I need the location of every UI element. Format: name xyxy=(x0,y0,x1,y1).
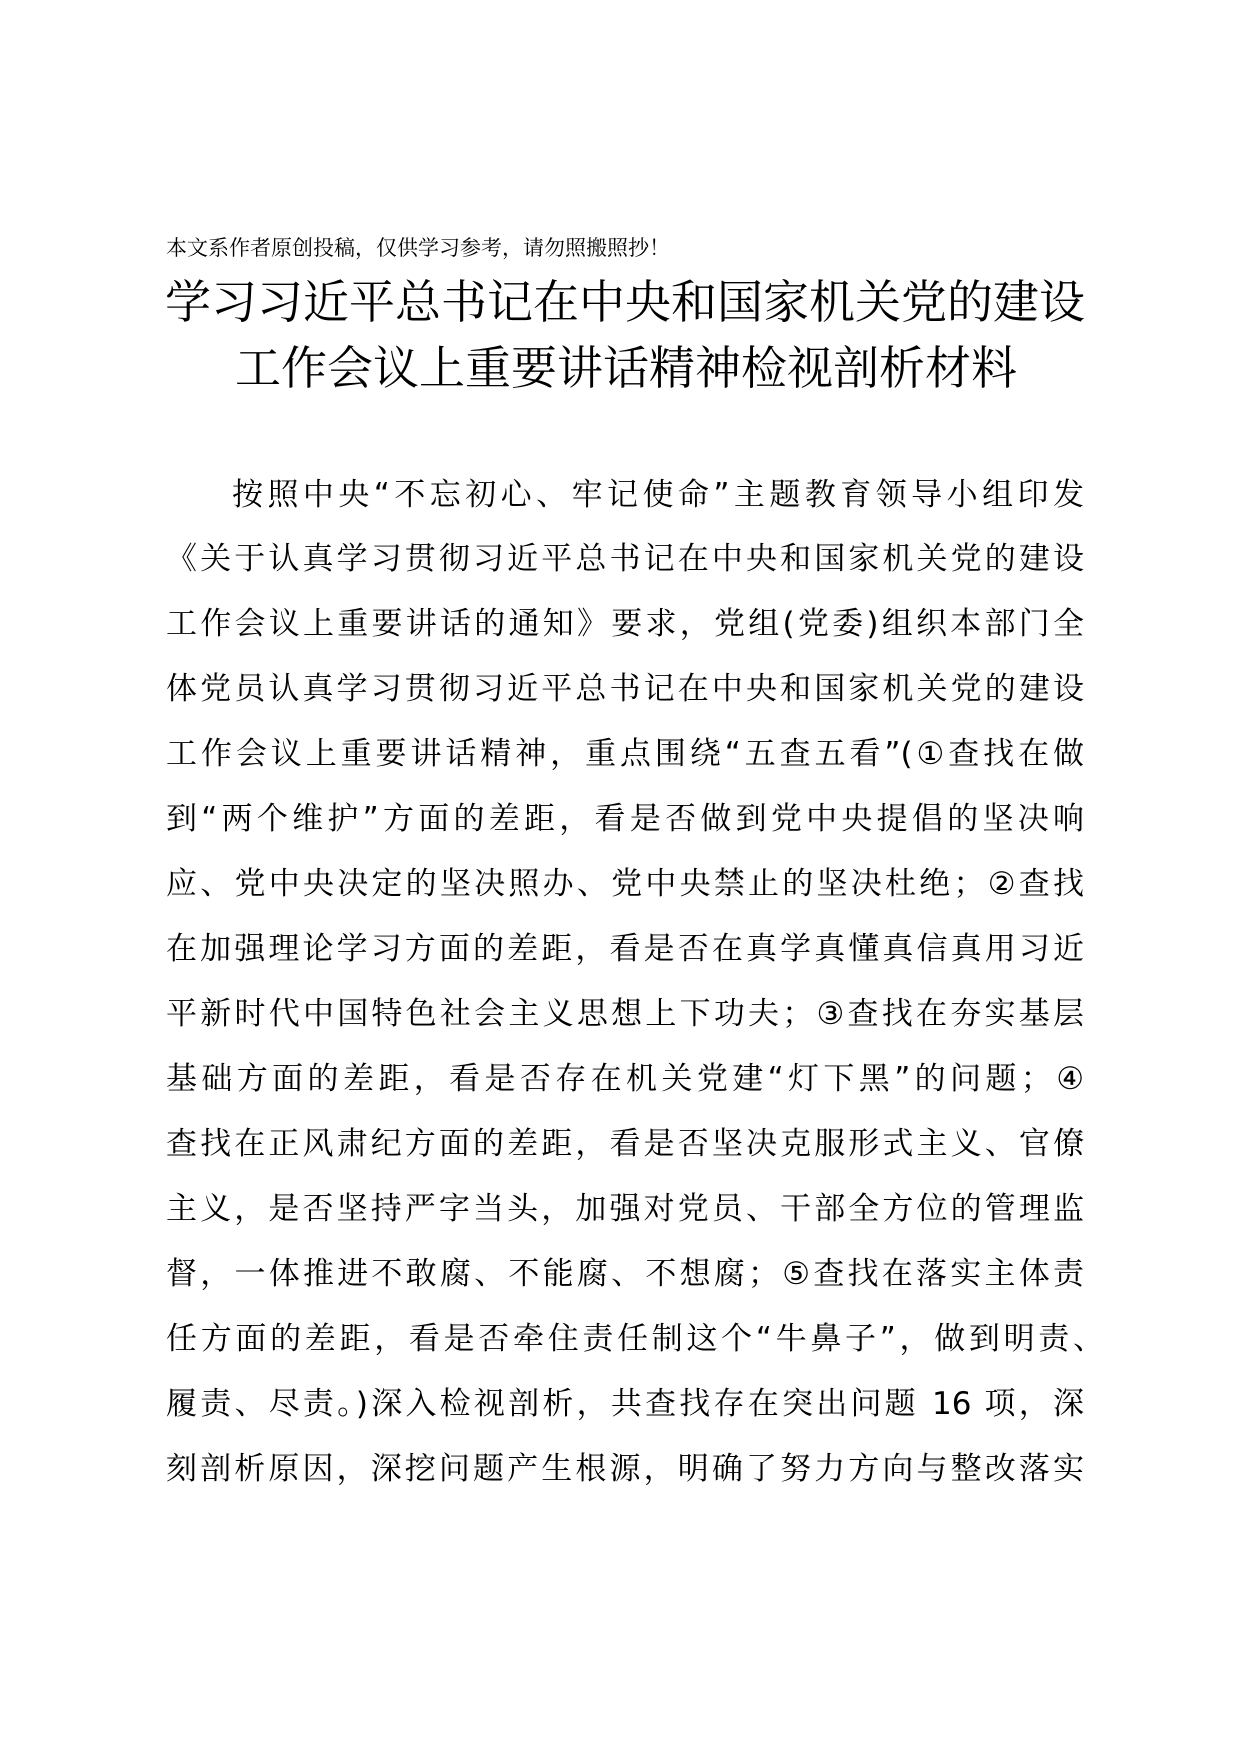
body-line: 基础方面的差距，看是否存在机关党建“灯下黑”的问题；④ xyxy=(166,1061,1084,1097)
body-line: 平新时代中国特色社会主义思想上下功夫；③查找在夯实基层 xyxy=(166,996,1084,1032)
body-line: 应、党中央决定的坚决照办、党中央禁止的坚决杜绝；②查找 xyxy=(166,866,1084,902)
body-line: 工作会议上重要讲话精神，重点围绕“五查五看”(①查找在做 xyxy=(166,736,1084,772)
body-line: 体党员认真学习贯彻习近平总书记在中央和国家机关党的建设 xyxy=(166,671,1084,707)
document-title-line-2: 工作会议上重要讲话精神检视剖析材料 xyxy=(235,341,1017,395)
body-line: 在加强理论学习方面的差距，看是否在真学真懂真信真用习近 xyxy=(166,931,1084,967)
body-line: 按照中央“不忘初心、牢记使命”主题教育领导小组印发 xyxy=(232,477,1084,513)
body-line: 督，一体推进不敢腐、不能腐、不想腐；⑤查找在落实主体责 xyxy=(166,1256,1084,1292)
body-line: 刻剖析原因，深挖问题产生根源，明确了努力方向与整改落实 xyxy=(166,1451,1084,1487)
copyright-notice: 本文系作者原创投稿，仅供学习参考，请勿照搬照抄！ xyxy=(166,236,670,260)
body-line: 到“两个维护”方面的差距，看是否做到党中央提倡的坚决响 xyxy=(166,801,1084,837)
body-line: 《关于认真学习贯彻习近平总书记在中央和国家机关党的建设 xyxy=(166,541,1084,577)
body-line: 工作会议上重要讲话的通知》要求，党组(党委)组织本部门全 xyxy=(166,606,1084,642)
body-line: 查找在正风肃纪方面的差距，看是否坚决克服形式主义、官僚 xyxy=(166,1126,1084,1162)
body-line: 任方面的差距，看是否牵住责任制这个“牛鼻子”，做到明责、 xyxy=(166,1321,1104,1357)
body-line: 履责、尽责。)深入检视剖析，共查找存在突出问题 16 项，深 xyxy=(166,1386,1084,1422)
body-line: 主义，是否坚持严字当头，加强对党员、干部全方位的管理监 xyxy=(166,1191,1084,1227)
document-title-line-1: 学习习近平总书记在中央和国家机关党的建设 xyxy=(165,275,1085,329)
